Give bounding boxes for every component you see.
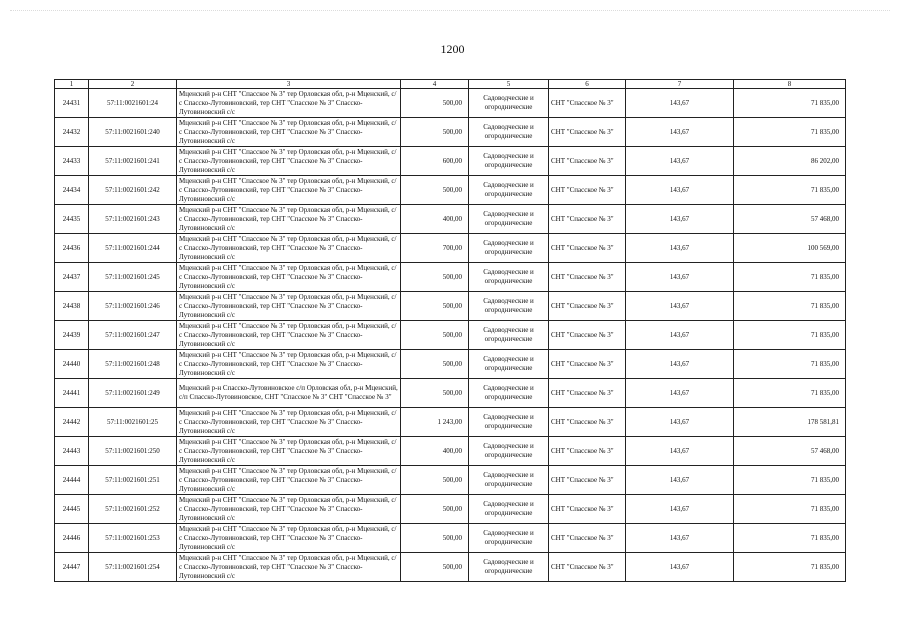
- area-cell: 500,00: [401, 176, 469, 205]
- row-number-cell: 24434: [55, 176, 89, 205]
- cadastral-number-cell: 57:11:0021601:243: [89, 205, 177, 234]
- cadastral-number-cell: 57:11:0021601:245: [89, 263, 177, 292]
- organization-cell: СНТ "Спасское № 3": [549, 118, 626, 147]
- cadastral-number-cell: 57:11:0021601:252: [89, 495, 177, 524]
- cadastral-value-cell: 57 468,00: [734, 437, 846, 466]
- rate-cell: 143,67: [626, 205, 734, 234]
- table-body: [55, 89, 846, 582]
- land-use-cell: Садоводческие и огороднические: [469, 466, 549, 495]
- header-cell: 4: [401, 80, 469, 89]
- area-cell: 500,00: [401, 379, 469, 408]
- row-number-cell: 24436: [55, 234, 89, 263]
- scan-artifact-line: [10, 10, 890, 21]
- address-cell: Мценский р-н СНТ "Спасское № 3" тер Орловская обл, р-н Мценский, с/с Спасско-Лутовиновский, тер СНТ "Спасское № 3" Спасско-Лутовиновский с/с: [177, 176, 401, 205]
- cadastral-number-cell: 57:11:0021601:248: [89, 350, 177, 379]
- cadastral-number-cell: 57:11:0021601:254: [89, 553, 177, 582]
- table-row: [55, 437, 846, 466]
- organization-cell: СНТ "Спасское № 3": [549, 147, 626, 176]
- row-number-cell: 24445: [55, 495, 89, 524]
- area-cell: 500,00: [401, 292, 469, 321]
- address-cell: Мценский р-н СНТ "Спасское № 3" тер Орловская обл, р-н Мценский, с/с Спасско-Лутовиновский, тер СНТ "Спасское № 3" Спасско-Лутовиновский с/с: [177, 495, 401, 524]
- table-header: [55, 80, 846, 89]
- cadastral-value-cell: 71 835,00: [734, 553, 846, 582]
- organization-cell: СНТ "Спасское № 3": [549, 495, 626, 524]
- header-cell: 8: [734, 80, 846, 89]
- area-cell: 500,00: [401, 495, 469, 524]
- organization-cell: СНТ "Спасское № 3": [549, 292, 626, 321]
- cadastral-value-cell: 100 569,00: [734, 234, 846, 263]
- table-row: [55, 147, 846, 176]
- header-cell: 7: [626, 80, 734, 89]
- land-use-cell: Садоводческие и огороднические: [469, 89, 549, 118]
- organization-cell: СНТ "Спасское № 3": [549, 350, 626, 379]
- organization-cell: СНТ "Спасское № 3": [549, 89, 626, 118]
- area-cell: 500,00: [401, 89, 469, 118]
- rate-cell: 143,67: [626, 147, 734, 176]
- row-number-cell: 24442: [55, 408, 89, 437]
- header-cell: 3: [177, 80, 401, 89]
- table-row: [55, 553, 846, 582]
- row-number-cell: 24443: [55, 437, 89, 466]
- rate-cell: 143,67: [626, 553, 734, 582]
- rate-cell: 143,67: [626, 379, 734, 408]
- cadastral-value-cell: 71 835,00: [734, 263, 846, 292]
- cadastral-value-cell: 71 835,00: [734, 379, 846, 408]
- rate-cell: 143,67: [626, 292, 734, 321]
- cadastral-value-cell: 71 835,00: [734, 89, 846, 118]
- area-cell: 700,00: [401, 234, 469, 263]
- land-use-cell: Садоводческие и огороднические: [469, 408, 549, 437]
- organization-cell: СНТ "Спасское № 3": [549, 321, 626, 350]
- table-row: [55, 89, 846, 118]
- land-use-cell: Садоводческие и огороднические: [469, 292, 549, 321]
- row-number-cell: 24447: [55, 553, 89, 582]
- land-use-cell: Садоводческие и огороднические: [469, 205, 549, 234]
- address-cell: Мценский р-н СНТ "Спасское № 3" тер Орловская обл, р-н Мценский, с/с Спасско-Лутовиновский, тер СНТ "Спасское № 3" Спасско-Лутовиновский с/с: [177, 234, 401, 263]
- organization-cell: СНТ "Спасское № 3": [549, 437, 626, 466]
- area-cell: 500,00: [401, 524, 469, 553]
- area-cell: 500,00: [401, 466, 469, 495]
- table-row: [55, 321, 846, 350]
- cadastral-number-cell: 57:11:0021601:253: [89, 524, 177, 553]
- cadastral-value-cell: 71 835,00: [734, 495, 846, 524]
- land-use-cell: Садоводческие и огороднические: [469, 118, 549, 147]
- cadastral-value-cell: 57 468,00: [734, 205, 846, 234]
- table-row: [55, 466, 846, 495]
- rate-cell: 143,67: [626, 408, 734, 437]
- table-row: [55, 234, 846, 263]
- rate-cell: 143,67: [626, 321, 734, 350]
- land-use-cell: Садоводческие и огороднические: [469, 234, 549, 263]
- cadastral-number-cell: 57:11:0021601:249: [89, 379, 177, 408]
- cadastral-value-cell: 71 835,00: [734, 292, 846, 321]
- row-number-cell: 24438: [55, 292, 89, 321]
- land-use-cell: Садоводческие и огороднические: [469, 437, 549, 466]
- address-cell: Мценский р-н СНТ "Спасское № 3" тер Орловская обл, р-н Мценский, с/с Спасско-Лутовиновский, тер СНТ "Спасское № 3" Спасско-Лутовиновский с/с: [177, 524, 401, 553]
- address-cell: Мценский р-н Спасско-Лутовиновское с/п Орловская обл, р-н Мценский, с/п Спасско-Лутовиновское, СНТ "Спасское № 3" СНТ "Спасское № 3": [177, 379, 401, 408]
- header-cell: 5: [469, 80, 549, 89]
- area-cell: 500,00: [401, 118, 469, 147]
- address-cell: Мценский р-н СНТ "Спасское № 3" тер Орловская обл, р-н Мценский, с/с Спасско-Лутовиновский, тер СНТ "Спасское № 3" Спасско-Лутовиновский с/с: [177, 408, 401, 437]
- table-row: [55, 118, 846, 147]
- organization-cell: СНТ "Спасское № 3": [549, 553, 626, 582]
- table-row: [55, 176, 846, 205]
- cadastral-value-cell: 71 835,00: [734, 466, 846, 495]
- cadastral-number-cell: 57:11:0021601:251: [89, 466, 177, 495]
- address-cell: Мценский р-н СНТ "Спасское № 3" тер Орловская обл, р-н Мценский, с/с Спасско-Лутовиновский, тер СНТ "Спасское № 3" Спасско-Лутовиновский с/с: [177, 466, 401, 495]
- header-cell: 6: [549, 80, 626, 89]
- cadastral-number-cell: 57:11:0021601:241: [89, 147, 177, 176]
- header-cell: 2: [89, 80, 177, 89]
- address-cell: Мценский р-н СНТ "Спасское № 3" тер Орловская обл, р-н Мценский, с/с Спасско-Лутовиновский, тер СНТ "Спасское № 3" Спасско-Лутовиновский с/с: [177, 321, 401, 350]
- cadastral-value-cell: 71 835,00: [734, 321, 846, 350]
- row-number-cell: 24446: [55, 524, 89, 553]
- cadastral-value-cell: 71 835,00: [734, 524, 846, 553]
- organization-cell: СНТ "Спасское № 3": [549, 205, 626, 234]
- cadastral-value-cell: 71 835,00: [734, 350, 846, 379]
- table-row: [55, 495, 846, 524]
- land-use-cell: Садоводческие и огороднические: [469, 263, 549, 292]
- organization-cell: СНТ "Спасское № 3": [549, 234, 626, 263]
- organization-cell: СНТ "Спасское № 3": [549, 176, 626, 205]
- address-cell: Мценский р-н СНТ "Спасское № 3" тер Орловская обл, р-н Мценский, с/с Спасско-Лутовиновский, тер СНТ "Спасское № 3" Спасско-Лутовиновский с/с: [177, 553, 401, 582]
- cadastral-number-cell: 57:11:0021601:24: [89, 89, 177, 118]
- area-cell: 600,00: [401, 147, 469, 176]
- table-row: [55, 292, 846, 321]
- rate-cell: 143,67: [626, 495, 734, 524]
- cadastral-number-cell: 57:11:0021601:25: [89, 408, 177, 437]
- area-cell: 1 243,00: [401, 408, 469, 437]
- address-cell: Мценский р-н СНТ "Спасское № 3" тер Орловская обл, р-н Мценский, с/с Спасско-Лутовиновский, тер СНТ "Спасское № 3" Спасско-Лутовиновский с/с: [177, 147, 401, 176]
- area-cell: 400,00: [401, 205, 469, 234]
- table-row: [55, 524, 846, 553]
- address-cell: Мценский р-н СНТ "Спасское № 3" тер Орловская обл, р-н Мценский, с/с Спасско-Лутовиновский, тер СНТ "Спасское № 3" Спасско-Лутовиновский с/с: [177, 89, 401, 118]
- row-number-cell: 24437: [55, 263, 89, 292]
- land-use-cell: Садоводческие и огороднические: [469, 553, 549, 582]
- cadastral-number-cell: 57:11:0021601:242: [89, 176, 177, 205]
- cadastral-value-cell: 86 202,00: [734, 147, 846, 176]
- area-cell: 500,00: [401, 263, 469, 292]
- row-number-cell: 24435: [55, 205, 89, 234]
- address-cell: Мценский р-н СНТ "Спасское № 3" тер Орловская обл, р-н Мценский, с/с Спасско-Лутовиновский, тер СНТ "Спасское № 3" Спасско-Лутовиновский с/с: [177, 263, 401, 292]
- organization-cell: СНТ "Спасское № 3": [549, 524, 626, 553]
- row-number-cell: 24440: [55, 350, 89, 379]
- rate-cell: 143,67: [626, 263, 734, 292]
- cadastral-value-cell: 178 581,81: [734, 408, 846, 437]
- row-number-cell: 24439: [55, 321, 89, 350]
- rate-cell: 143,67: [626, 118, 734, 147]
- page-number: 1200: [440, 42, 465, 56]
- address-cell: Мценский р-н СНТ "Спасское № 3" тер Орловская обл, р-н Мценский, с/с Спасско-Лутовиновский, тер СНТ "Спасское № 3" Спасско-Лутовиновский с/с: [177, 205, 401, 234]
- row-number-cell: 24431: [55, 89, 89, 118]
- address-cell: Мценский р-н СНТ "Спасское № 3" тер Орловская обл, р-н Мценский, с/с Спасско-Лутовиновский, тер СНТ "Спасское № 3" Спасско-Лутовиновский с/с: [177, 292, 401, 321]
- rate-cell: 143,67: [626, 466, 734, 495]
- row-number-cell: 24444: [55, 466, 89, 495]
- organization-cell: СНТ "Спасское № 3": [549, 408, 626, 437]
- rate-cell: 143,67: [626, 89, 734, 118]
- area-cell: 500,00: [401, 553, 469, 582]
- cadastral-number-cell: 57:11:0021601:247: [89, 321, 177, 350]
- row-number-cell: 24433: [55, 147, 89, 176]
- rate-cell: 143,67: [626, 234, 734, 263]
- cadastral-number-cell: 57:11:0021601:240: [89, 118, 177, 147]
- table-row: [55, 350, 846, 379]
- organization-cell: СНТ "Спасское № 3": [549, 466, 626, 495]
- land-use-cell: Садоводческие и огороднические: [469, 321, 549, 350]
- table-row: [55, 205, 846, 234]
- address-cell: Мценский р-н СНТ "Спасское № 3" тер Орловская обл, р-н Мценский, с/с Спасско-Лутовиновский, тер СНТ "Спасское № 3" Спасско-Лутовиновский с/с: [177, 118, 401, 147]
- cadastral-number-cell: 57:11:0021601:250: [89, 437, 177, 466]
- cadastral-value-cell: 71 835,00: [734, 118, 846, 147]
- rate-cell: 143,67: [626, 524, 734, 553]
- organization-cell: СНТ "Спасское № 3": [549, 379, 626, 408]
- address-cell: Мценский р-н СНТ "Спасское № 3" тер Орловская обл, р-н Мценский, с/с Спасско-Лутовиновский, тер СНТ "Спасское № 3" Спасско-Лутовиновский с/с: [177, 350, 401, 379]
- land-use-cell: Садоводческие и огороднические: [469, 524, 549, 553]
- cadastral-number-cell: 57:11:0021601:244: [89, 234, 177, 263]
- cadastral-table: [54, 79, 846, 582]
- row-number-cell: 24441: [55, 379, 89, 408]
- rate-cell: 143,67: [626, 176, 734, 205]
- table-row: [55, 379, 846, 408]
- area-cell: 400,00: [401, 437, 469, 466]
- cadastral-number-cell: 57:11:0021601:246: [89, 292, 177, 321]
- rate-cell: 143,67: [626, 437, 734, 466]
- header-row: [55, 80, 846, 89]
- table-row: [55, 408, 846, 437]
- cadastral-value-cell: 71 835,00: [734, 176, 846, 205]
- land-use-cell: Садоводческие и огороднические: [469, 147, 549, 176]
- land-use-cell: Садоводческие и огороднические: [469, 379, 549, 408]
- address-cell: Мценский р-н СНТ "Спасское № 3" тер Орловская обл, р-н Мценский, с/с Спасско-Лутовиновский, тер СНТ "Спасское № 3" Спасско-Лутовиновский с/с: [177, 437, 401, 466]
- land-use-cell: Садоводческие и огороднические: [469, 495, 549, 524]
- land-use-cell: Садоводческие и огороднические: [469, 350, 549, 379]
- land-use-cell: Садоводческие и огороднические: [469, 176, 549, 205]
- row-number-cell: 24432: [55, 118, 89, 147]
- table-row: [55, 263, 846, 292]
- rate-cell: 143,67: [626, 350, 734, 379]
- area-cell: 500,00: [401, 350, 469, 379]
- header-cell: 1: [55, 80, 89, 89]
- area-cell: 500,00: [401, 321, 469, 350]
- organization-cell: СНТ "Спасское № 3": [549, 263, 626, 292]
